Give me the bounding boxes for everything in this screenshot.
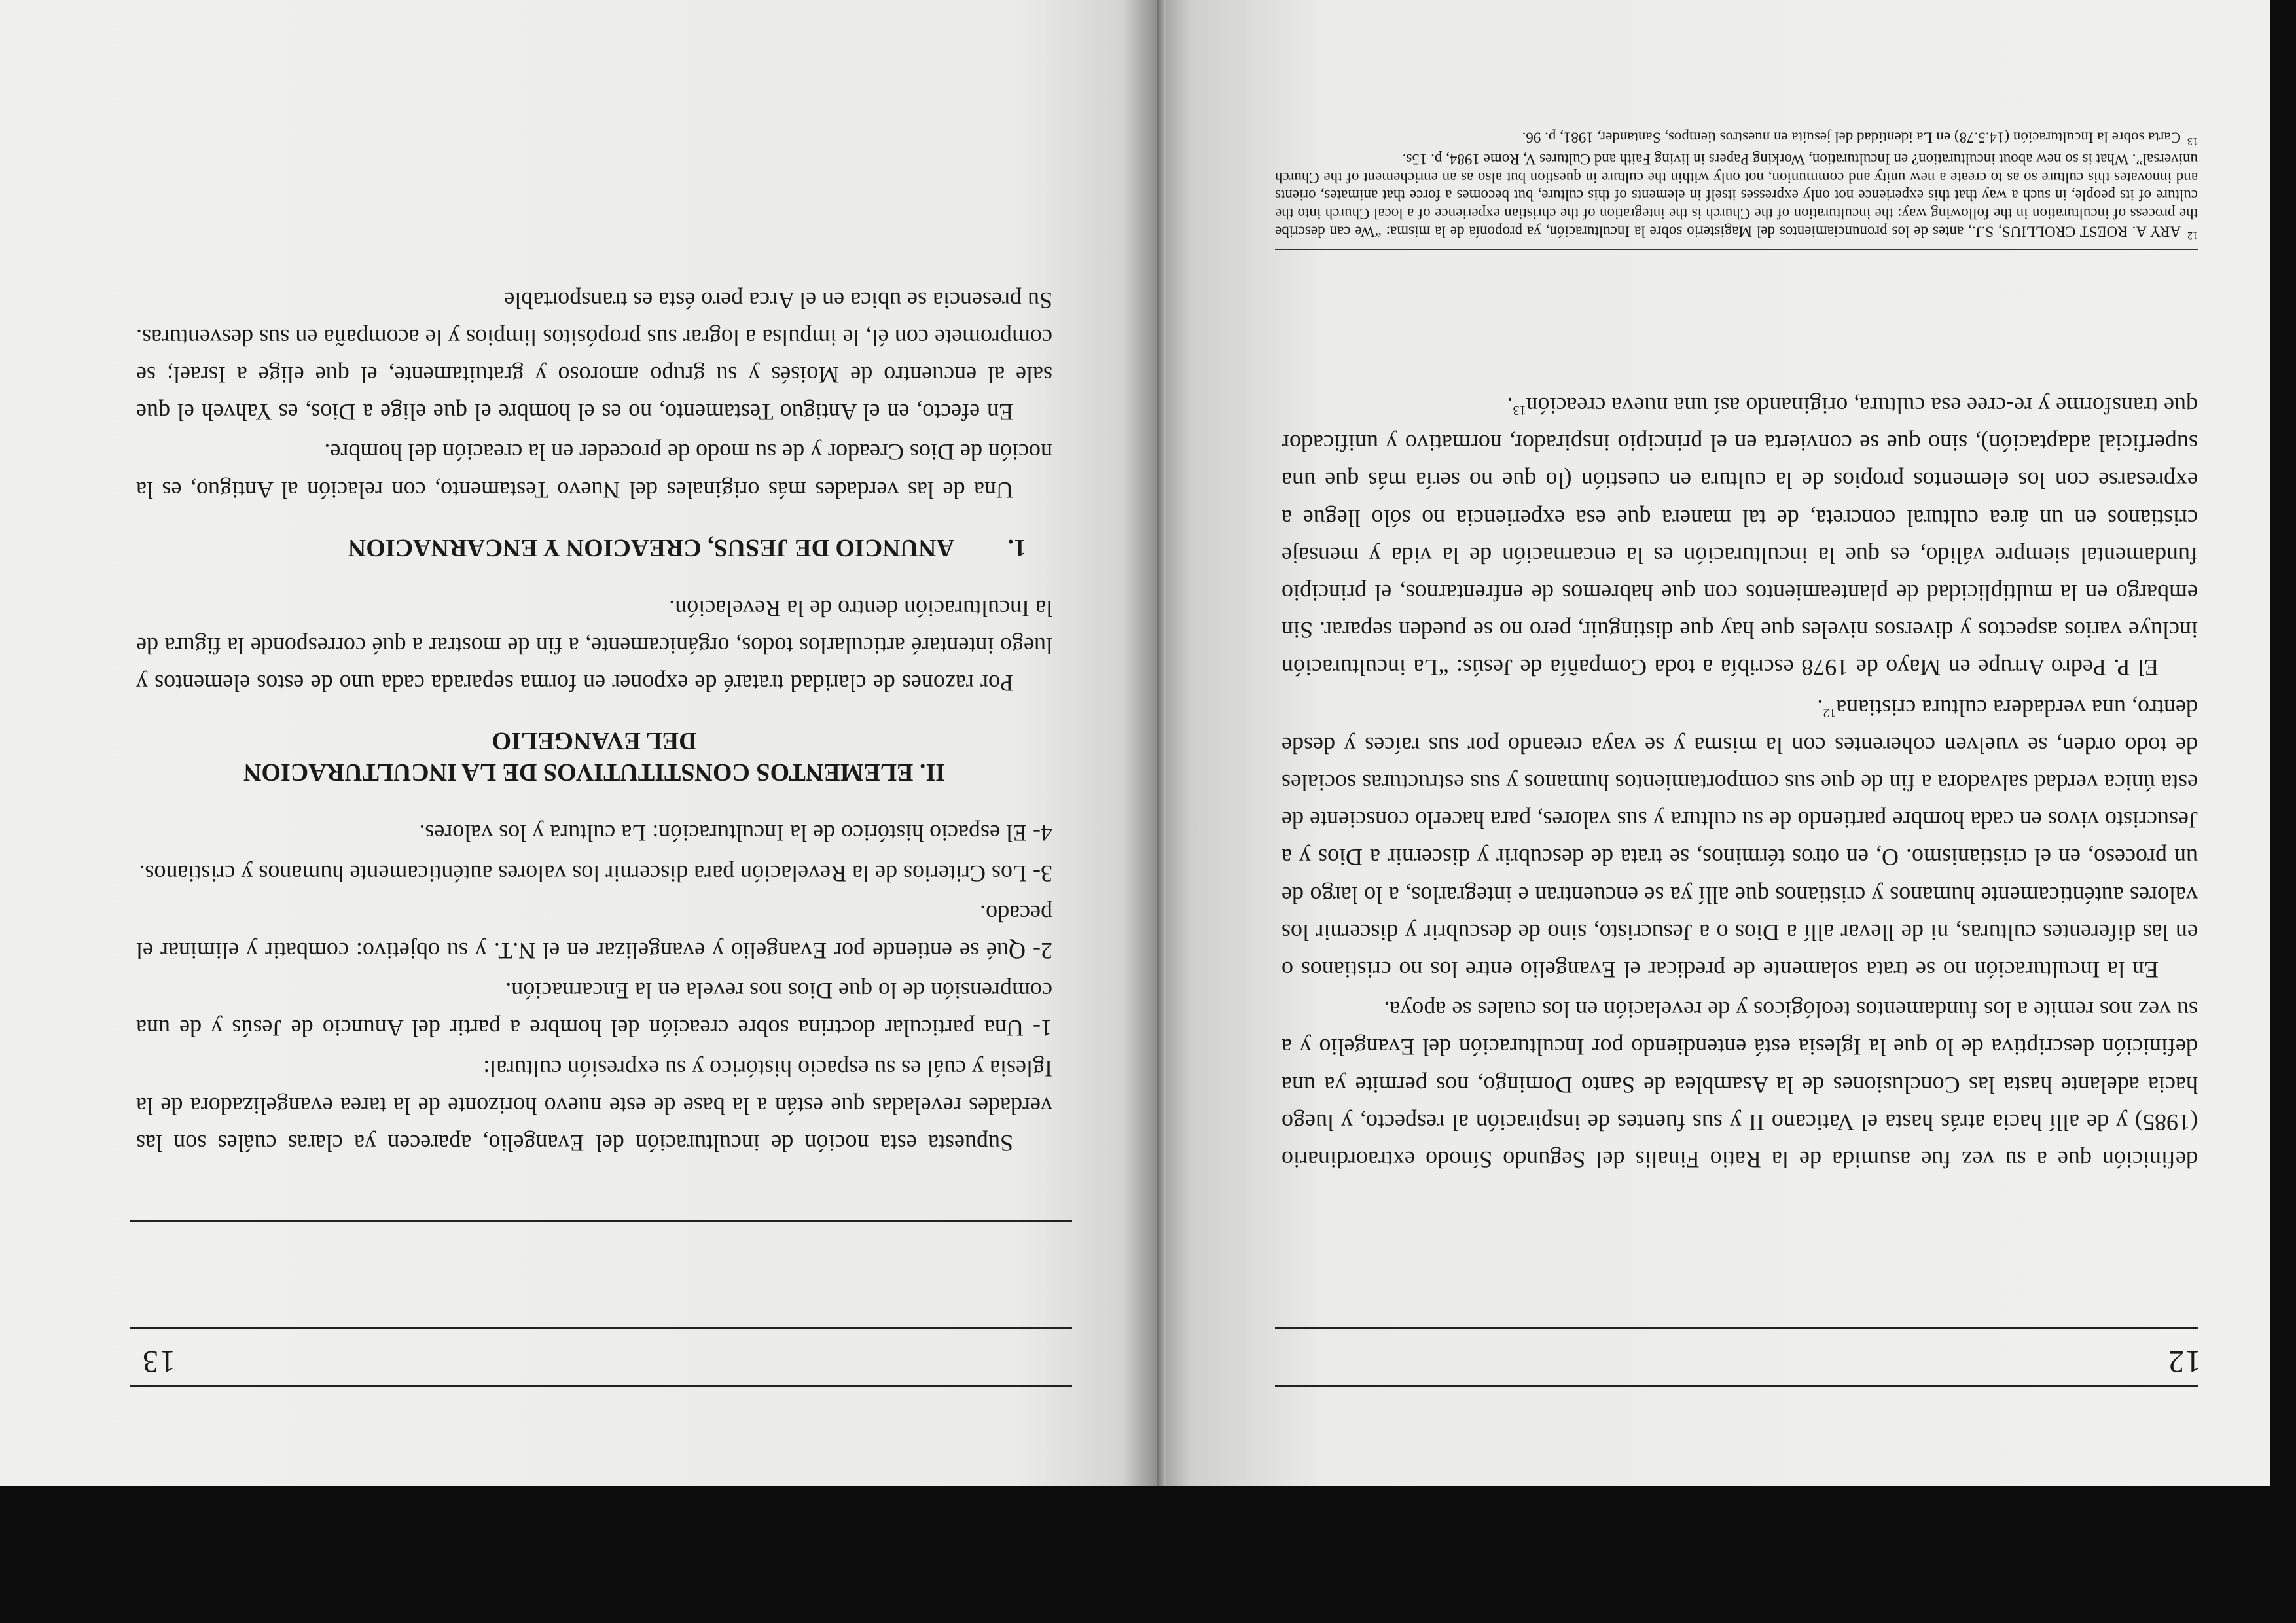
paragraph-inculturacion: En la Inculturación no se trata solamente de predicar el Evangelio entre los no cristianos o en las diferentes culturas, ni de llevar allí a Dios o a Jesucristo, sino de descubrir y discernir los valores auténticamente humanos y cristianos que allí ya se encuentran e integrarlos, a lo largo de un proceso, en el cristianismo. O, en otros términos, se trata de descubrir y discernir a Dios y a Jesucristo vivos en cada hombre partiendo de su cultura y sus valores, para hacerlo consciente de esta única verdad salvadora a fin de que sus comportamientos humanos y sus estructuras sociales de todo orden, se vuelven coherentes con la misma y se vaya creando por sus raíces y desde dentro, una verdadera cultura cristiana$^{12}$. xyxy=(1282,694,2198,983)
paragraph-text: En la Inculturación no se trata solamente de predicar el Evangelio entre los no cristianos o en las diferentes culturas, ni de llevar allí a Dios o a Jesucristo, sino de descubrir y discernir los valores auténticamente humanos y cristianos que allí ya se encuentran e integrarlos, a lo largo de un proceso, en el cristianismo. O, en otros términos, se trata de descubrir y discernir a Dios y a Jesucristo vivos en cada hombre partiendo de su cultura y sus valores, para hacerlo consciente de esta única verdad salvadora a fin de que sus comportamientos humanos y sus estructuras sociales de todo orden, se vuelven coherentes con la misma y se vaya creando por sus raíces y desde dentro, una verdadera cultura cristiana xyxy=(1282,694,2198,983)
paragraph-section-intro: Por razones de claridad trataré de exponer en forma separada cada uno de estos elementos y luego intentaré articularlos todos, orgánicamente, a fin de mostrar a qué corresponde la figura de la Inculturación dentro de la Revelación. xyxy=(136,595,1052,697)
body-text-right xyxy=(136,278,1052,1162)
subsection-number: 1. xyxy=(1007,533,1026,562)
subsection-title: ANUNCIO DE JESUS, CREACION Y ENCARNACION xyxy=(348,533,954,562)
paragraph-antiguo-testamento: En efecto, en el Antiguo Testamento, no es el hombre el que elige a Dios, es Yahveh el que sale al encuentro de Moisés y su grupo amoroso y gratuitamente, el que elige a Israel; se compromete con él, le impulsa a lograr sus propósitos limpios y le acompaña en sus desventuras. Su presencia se ubica en el Arca pero ésta es transportable xyxy=(136,287,1052,426)
footnote-text: Carta sobre la Inculturación (14.5.78) en La identidad del jesuita en nuestros tiempos, Santander, 1981, p. 96. xyxy=(1522,129,2181,146)
footnote-ref-12: 12 xyxy=(1823,705,1837,720)
page-right xyxy=(0,0,1157,1486)
footnote-ref-13: 13 xyxy=(1513,402,1526,418)
footnote-separator xyxy=(1275,249,2198,250)
page-left xyxy=(1157,0,2270,1486)
header-rule-bottom xyxy=(1275,1327,2198,1329)
section-heading-line-1: II. ELEMENTOS CONSTITUTIVOS DE LA INCULTURACION xyxy=(243,758,945,787)
separator-rule xyxy=(130,1220,1072,1222)
footnote-number: 12 xyxy=(2187,230,2198,241)
section-heading-line-2: DEL EVANGELIO xyxy=(492,727,697,755)
section-heading xyxy=(136,725,1052,788)
page-number: 12 xyxy=(2167,1344,2201,1379)
subsection-heading xyxy=(136,532,1052,563)
paragraph-nuevo-testamento: Una de las verdades más originales del Nuevo Testamento, con relación al Antiguo, es la noción de Dios Creador y de su modo de proceder en la creación del hombre. xyxy=(136,439,1052,503)
footnote-number: 13 xyxy=(2187,135,2198,147)
body-text-left xyxy=(1282,384,2198,1178)
header-rule-top xyxy=(1275,1385,2198,1387)
footnote-text: ARY A. ROEST CROLLIUS, S.J., antes de los pronunciamientos del Magisterio sobre la Inculturación, ya proponía de la misma: “We can describe the process of inculturation in the following way: the inculturation of the Church is the integration of the christian experience of a local Church into the culture of its people, in such a way that this experience not only expresses itself in elements of this culture, but becomes a force that animates, orients and innovates this culture so as to create a new unity and communion, not only within the culture in question but also as an enrichement of the Church universal”. What is so new about inculturation? en Inculturation, Working Papers in living Faith and Cultures V, Rome 1984, p. 15s. xyxy=(1275,151,2198,240)
list-item-3: 3- Los Criterios de la Revelación para discernir los valores auténticamente humanos y cristianos. xyxy=(139,860,1052,887)
footnote-12 xyxy=(1275,150,2198,244)
page-number: 13 xyxy=(141,1344,175,1379)
list-item-1: 1- Una particular doctrina sobre creación del hombre a partir del Anuncio de Jesús y de una comprensión de lo que Dios nos revela en la Encarnación. xyxy=(136,978,1052,1042)
header-rule-bottom xyxy=(130,1327,1072,1329)
paragraph-intro: Supuesta esta noción de inculturación del Evangelio, aparecen ya claras cuáles son las verdades reveladas que están a la base de este nuevo horizonte de la tarea evangelizadora de la Iglesia y cuál es su espacio histórico y su expresión cultural: xyxy=(136,1055,1052,1156)
footnote-13 xyxy=(1275,128,2198,150)
paragraph-arrupe: El P. Pedro Arrupe en Mayo de 1978 escribía a toda Compañía de Jesús: “La inculturación incluye varios aspectos y diversos niveles que hay que distinguir, pero no se pueden separar. Sin embargo en la multiplicidad de planteamientos con que habremos de enfrentarnos, el principio fundamental siempre válido, es que la inculturación es la encarnación de la vida y mensaje cristianos en un área cultural concreta, de tal manera que esa experiencia no sólo llegue a expresarse con los elementos propios de la cultura en cuestión (lo que no sería más que una superficial adaptación), sino que se convierta en el principio inspirador, normativo y unificador que transforme y re-cree esa cultura, originando así una nueva creación$^{13}$. xyxy=(1282,392,2198,681)
list-item-2: 2- Qué se entiende por Evangelio y evangelizar en el N.T. y su objetivo: combatir y eliminar el pecado. xyxy=(136,900,1052,964)
paragraph-continued: definición que a su vez fue asumida de la Ratio Finalis del Segundo Sínodo extraordinario (1985) y de allí hacia atrás hasta el Vaticano II y sus fuentes de inspiración al respecto, y luego hacia adelante hasta las Conclusiones de la Asamblea de Santo Domingo, nos permite ya una definición descriptiva de lo que la Iglesia está entendiendo por Inculturación del Evangelio y a su vez nos remite a los fundamentos teológicos y de revelación en los cuales se apoya. xyxy=(1282,997,2198,1173)
list-item-4: 4- El espacio histórico de la Inculturación: La cultura y los valores. xyxy=(419,820,1052,847)
header-rule-top xyxy=(130,1385,1072,1387)
paragraph-text: El P. Pedro Arrupe en Mayo de 1978 escribía a toda Compañía de Jesús: “La inculturación incluye varios aspectos y diversos niveles que hay que distinguir, pero no se pueden separar. Sin embargo en la multiplicidad de planteamientos con que habremos de enfrentarnos, el principio fundamental siempre válido, es que la inculturación es la encarnación de la vida y mensaje cristianos en un área cultural concreta, de tal manera que esa experiencia no sólo llegue a expresarse con los elementos propios de la cultura en cuestión (lo que no sería más que una superficial adaptación), sino que se convierta en el principio inspirador, normativo y unificador que transforme y re-cree esa cultura, originando así una nueva creación xyxy=(1282,392,2198,681)
footnotes xyxy=(1275,128,2198,244)
